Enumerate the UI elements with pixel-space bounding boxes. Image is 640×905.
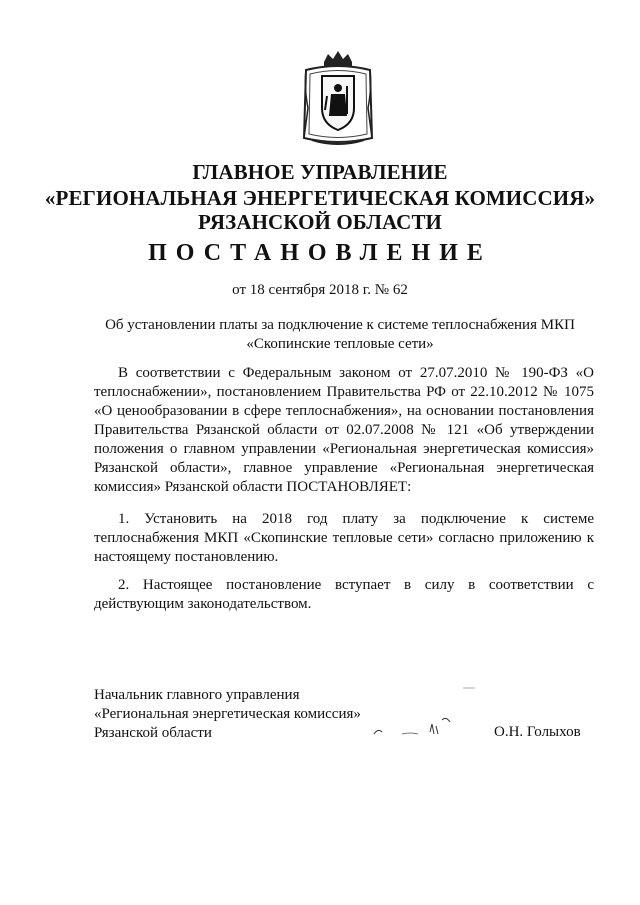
header-line-3: РЯЗАНСКОЙ ОБЛАСТИ [198, 210, 442, 234]
signature-title-line-3: Рязанской области [94, 725, 212, 741]
item-1-paragraph: 1. Установить на 2018 год плату за подключение к системе теплоснабжения МКП «Скопинские тепловые сети» согласно приложению к настоящему постановлению. [94, 511, 594, 565]
coat-of-arms-icon [300, 48, 376, 148]
signature-title-line-2: «Региональная энергетическая комиссия» [94, 706, 361, 722]
header-line-2: «РЕГИОНАЛЬНАЯ ЭНЕРГЕТИЧЕСКАЯ КОМИССИЯ» [44, 186, 596, 210]
item-2-paragraph: 2. Настоящее постановление вступает в силу в соответствии с действующим законодательством. [94, 577, 594, 612]
document-type-title: ПОСТАНОВЛЕНИЕ [148, 240, 492, 266]
signatory-name: О.Н. Голыхов [494, 724, 581, 740]
signature-title-line-1: Начальник главного управления [94, 687, 300, 703]
document-subject: Об установлении платы за подключение к системе теплоснабжения МКП «Скопинские тепловые сети» [105, 317, 575, 352]
signature-block [94, 686, 361, 743]
document-date-number: от 18 сентября 2018 г. № 62 [232, 282, 408, 298]
handwritten-signature [372, 712, 462, 742]
header-line-1: ГЛАВНОЕ УПРАВЛЕНИЕ [192, 160, 448, 184]
preamble-paragraph: В соответствии с Федеральным законом от 27.07.2010 № 190-ФЗ «О теплоснабжении», постановлением Правительства РФ от 22.10.2012 № 1075 «О ценообразовании в сфере теплоснабжения», на основании постановления Правительства Рязанской области от 02.07.2008 № 121 «Об утверждении положения о главном управлении «Региональная энергетическая комиссия» Рязанской области», главное управление «Региональная энергетическая комиссия» Рязанской области ПОСТАНОВЛЯЕТ: [94, 365, 594, 495]
stray-mark [462, 686, 476, 690]
